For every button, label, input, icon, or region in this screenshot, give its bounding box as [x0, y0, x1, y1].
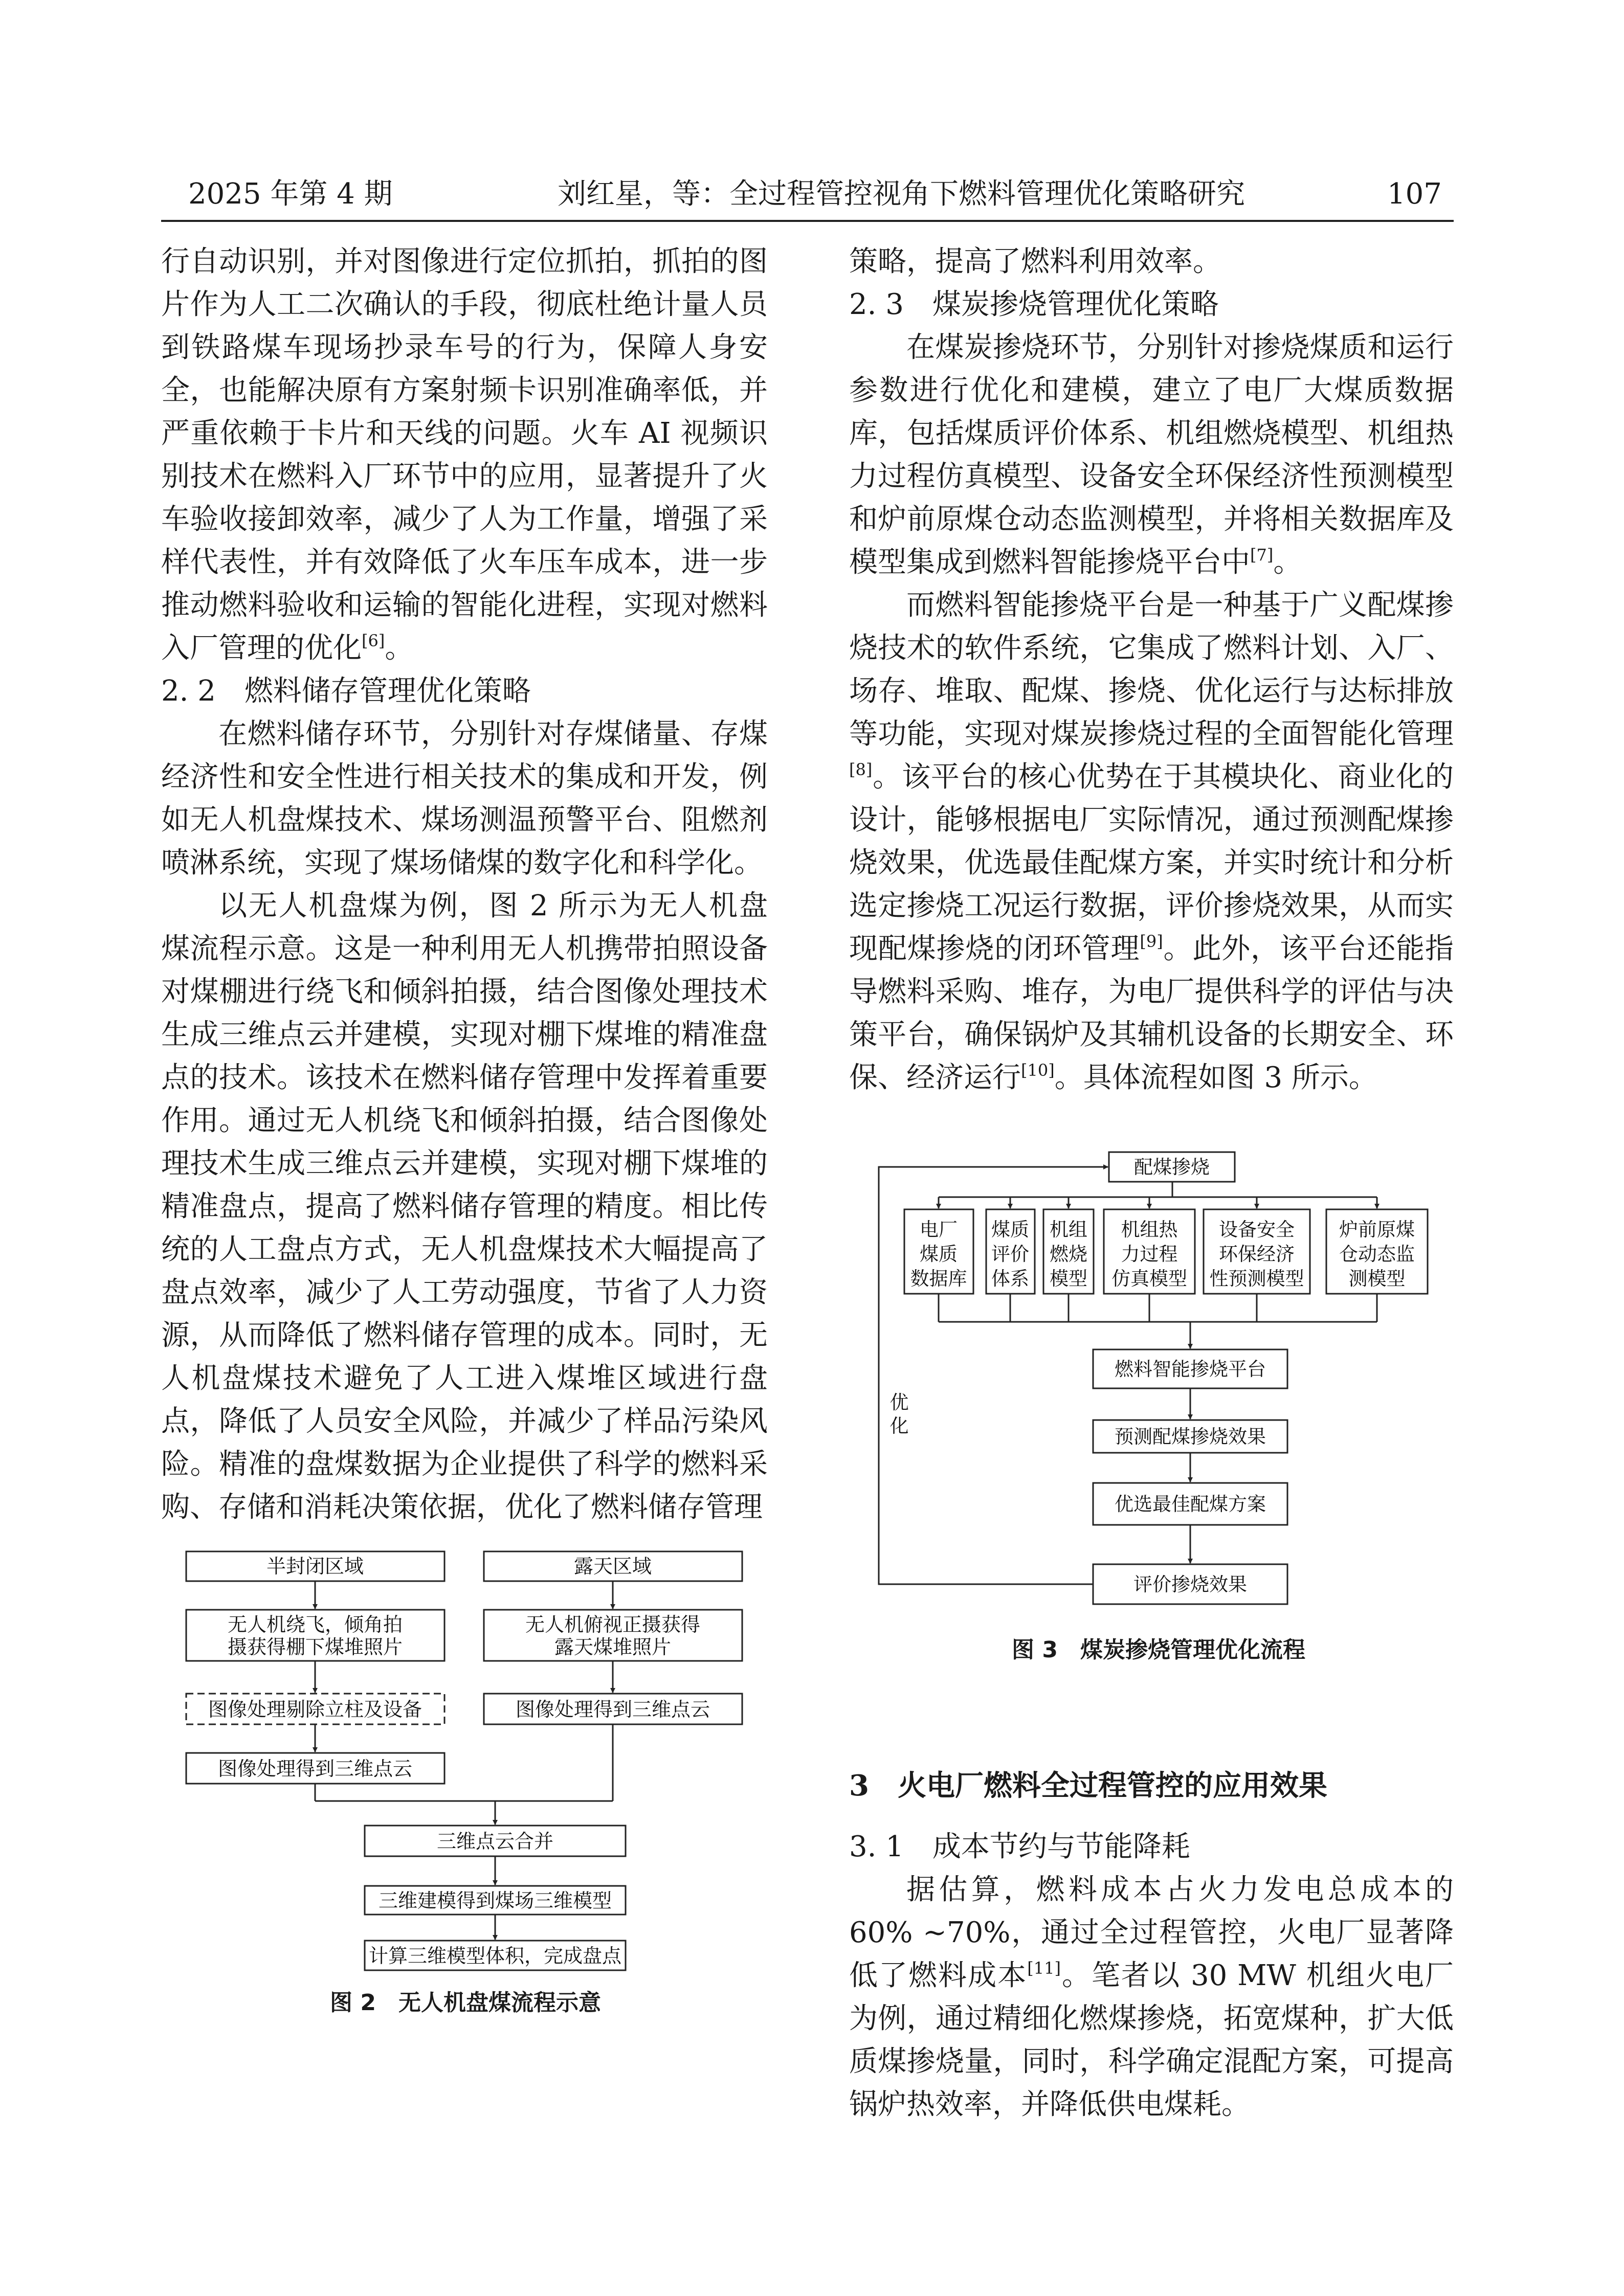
label-m1b: 煤质 [920, 1243, 958, 1265]
label-point-cloud-left: 图像处理得到三维点云 [217, 1758, 413, 1780]
section-2-3-heading: 2. 3 煤炭掺烧管理优化策略 [849, 288, 1219, 321]
journal-issue: 2025 年第 4 期 [188, 177, 393, 211]
label-m6a: 炉前原煤 [1339, 1219, 1415, 1241]
citation-6: [6] [362, 631, 385, 650]
citation-9: [9] [1140, 932, 1163, 951]
label-select-scheme: 优选最佳配煤方案 [1115, 1493, 1266, 1515]
label-m2a: 煤质 [991, 1219, 1029, 1241]
page-number: 107 [1387, 177, 1442, 211]
section-2-2-heading: 2. 2 燃料储存管理优化策略 [161, 674, 531, 708]
paragraph-right-0: 策略，提高了燃料利用效率。 [849, 245, 1221, 278]
label-m5c: 性预测模型 [1209, 1268, 1304, 1290]
paragraph-right-3: 据估算，燃料成本占火力发电总成本的 60% ~70%，通过全过程管控，火电厂显著降低了燃料成本[11]。笔者以 30 MW 机组火电厂为例，通过精细化燃煤掺烧，拓宽煤种，扩大低质煤掺烧量，同时，科学确定混配方案，可提高锅炉热效率，并降低供电煤耗。 [849, 1873, 1454, 2121]
figure-3-diagram [875, 1148, 1442, 1649]
label-m5a: 设备安全 [1219, 1219, 1295, 1241]
figure-3 [875, 1148, 1442, 1649]
label-smart-platform: 燃料智能掺烧平台 [1115, 1358, 1266, 1380]
label-uav-nadir-2: 露天煤堆照片 [554, 1636, 672, 1658]
label-optimize-2: 化 [889, 1415, 909, 1437]
figure-2-diagram [184, 1549, 747, 1974]
label-m4b: 力过程 [1121, 1243, 1178, 1265]
header-rule [161, 220, 1454, 222]
label-m4c: 仿真模型 [1111, 1268, 1187, 1290]
label-m6c: 测模型 [1348, 1268, 1406, 1290]
left-column [161, 240, 768, 1529]
label-modeling: 三维建模得到煤场三维模型 [378, 1889, 612, 1912]
label-m2b: 评价 [991, 1243, 1029, 1265]
label-remove-columns: 图像处理剔除立柱及设备 [208, 1698, 422, 1721]
label-m3c: 模型 [1050, 1268, 1087, 1290]
paragraph-left-3: 以无人机盘煤为例，图 2 所示为无人机盘煤流程示意。这是一种利用无人机携带拍照设备对煤棚进行绕飞和倾斜拍摄，结合图像处理技术生成三维点云并建模，实现对棚下煤堆的精准盘点的技术。该技术在燃料储存管理中发挥着重要作用。通过无人机绕飞和倾斜拍摄，结合图像处理技术生成三维点云并建模，实现对棚下煤堆的精准盘点，提高了燃料储存管理的精度。相比传统的人工盘点方式，无人机盘煤技术大幅提高了盘点效率，减少了人工劳动强度，节省了人力资源，从而降低了燃料储存管理的成本。同时，无人机盘煤技术避免了人工进入煤堆区域进行盘点，降低了人员安全风险，并减少了样品污染风险。精准的盘煤数据为企业提供了科学的燃料采购、存储和消耗决策依据，优化了燃料储存管理 [161, 889, 768, 1524]
paragraph-right-2: 而燃料智能掺烧平台是一种基于广义配煤掺烧技术的软件系统，它集成了燃料计划、入厂、场存、堆取、配煤、掺烧、优化运行与达标排放等功能，实现对煤炭掺烧过程的全面智能化管理[8]。该平台的核心优势在于其模块化、商业化的设计，能够根据电厂实际情况，通过预测配煤掺烧效果，优选最佳配煤方案，并实时统计和分析选定掺烧工况运行数据，评价掺烧效果，从而实现配煤掺烧的闭环管理[9]。此外，该平台还能指导燃料采购、堆存，为电厂提供科学的评估与决策平台，确保锅炉及其辅机设备的长期安全、环保、经济运行[10]。具体流程如图 3 所示。 [849, 589, 1454, 1094]
label-m5b: 环保经济 [1219, 1243, 1295, 1265]
label-predict-effect: 预测配煤掺烧效果 [1115, 1426, 1266, 1448]
section-3-heading: 3 火电厂燃料全过程管控的应用效果 [849, 1769, 1327, 1803]
citation-10: [10] [1021, 1061, 1055, 1080]
label-uav-oblique-2: 摄获得棚下煤堆照片 [227, 1636, 403, 1658]
label-m3b: 燃烧 [1050, 1243, 1087, 1265]
label-point-cloud-right: 图像处理得到三维点云 [515, 1698, 710, 1721]
paragraph-right-1: 在煤炭掺烧环节，分别针对掺烧煤质和运行参数进行优化和建模，建立了电厂大煤质数据库，包括煤质评价体系、机组燃烧模型、机组热力过程仿真模型、设备安全环保经济性预测模型和炉前原煤仓动态监测模型，并将相关数据库及模型集成到燃料智能掺烧平台中[7]。 [849, 331, 1454, 579]
paragraph-left-2: 在燃料储存环节，分别针对存煤储量、存煤经济性和安全性进行相关技术的集成和开发，例如无人机盘煤技术、煤场测温预警平台、阻燃剂喷淋系统，实现了煤场储煤的数字化和科学化。 [161, 717, 768, 880]
figure-3-caption: 图 3 煤炭掺烧管理优化流程 [1012, 1637, 1305, 1663]
label-optimize-1: 优 [889, 1391, 909, 1413]
label-m1c: 数据库 [910, 1268, 967, 1290]
section-3-1-heading: 3. 1 成本节约与节能降耗 [849, 1830, 1190, 1863]
label-uav-nadir-1: 无人机俯视正摄获得 [525, 1613, 701, 1636]
running-title: 刘红星，等：全过程管控视角下燃料管理优化策略研究 [558, 177, 1245, 211]
label-merge: 三维点云合并 [436, 1830, 554, 1853]
label-evaluate-effect: 评价掺烧效果 [1133, 1573, 1247, 1595]
label-m4a: 机组热 [1121, 1219, 1178, 1241]
paragraph-left-1: 行自动识别，并对图像进行定位抓拍，抓拍的图片作为人工二次确认的手段，彻底杜绝计量人员到铁路煤车现场抄录车号的行为，保障人身安全，也能解决原有方案射频卡识别准确率低，并严重依赖于卡片和天线的问题。火车 AI 视频识别技术在燃料入厂环节中的应用，显著提升了火车验收接卸效率，减少了人为工作量，增强了采样代表性，并有效降低了火车压车成本，进一步推动燃料验收和运输的智能化进程，实现对燃料入厂管理的优化[6]。 [161, 245, 768, 665]
label-semi-enclosed: 半封闭区域 [266, 1555, 364, 1578]
citation-8: [8] [849, 760, 873, 779]
label-open-air: 露天区域 [573, 1555, 652, 1578]
label-volume: 计算三维模型体积，完成盘点 [368, 1945, 622, 1967]
label-m2c: 体系 [991, 1268, 1029, 1290]
label-blending-combustion: 配煤掺烧 [1134, 1156, 1210, 1178]
citation-11: [11] [1027, 1959, 1061, 1978]
citation-7: [7] [1250, 545, 1274, 565]
label-m6b: 仓动态监 [1339, 1243, 1415, 1265]
label-uav-oblique-1: 无人机绕飞，倾角拍 [227, 1613, 403, 1636]
label-m1a: 电厂 [920, 1219, 958, 1241]
label-m3a: 机组 [1050, 1219, 1087, 1241]
figure-2-caption: 图 2 无人机盘煤流程示意 [330, 1990, 601, 2016]
figure-2 [184, 1549, 747, 1974]
